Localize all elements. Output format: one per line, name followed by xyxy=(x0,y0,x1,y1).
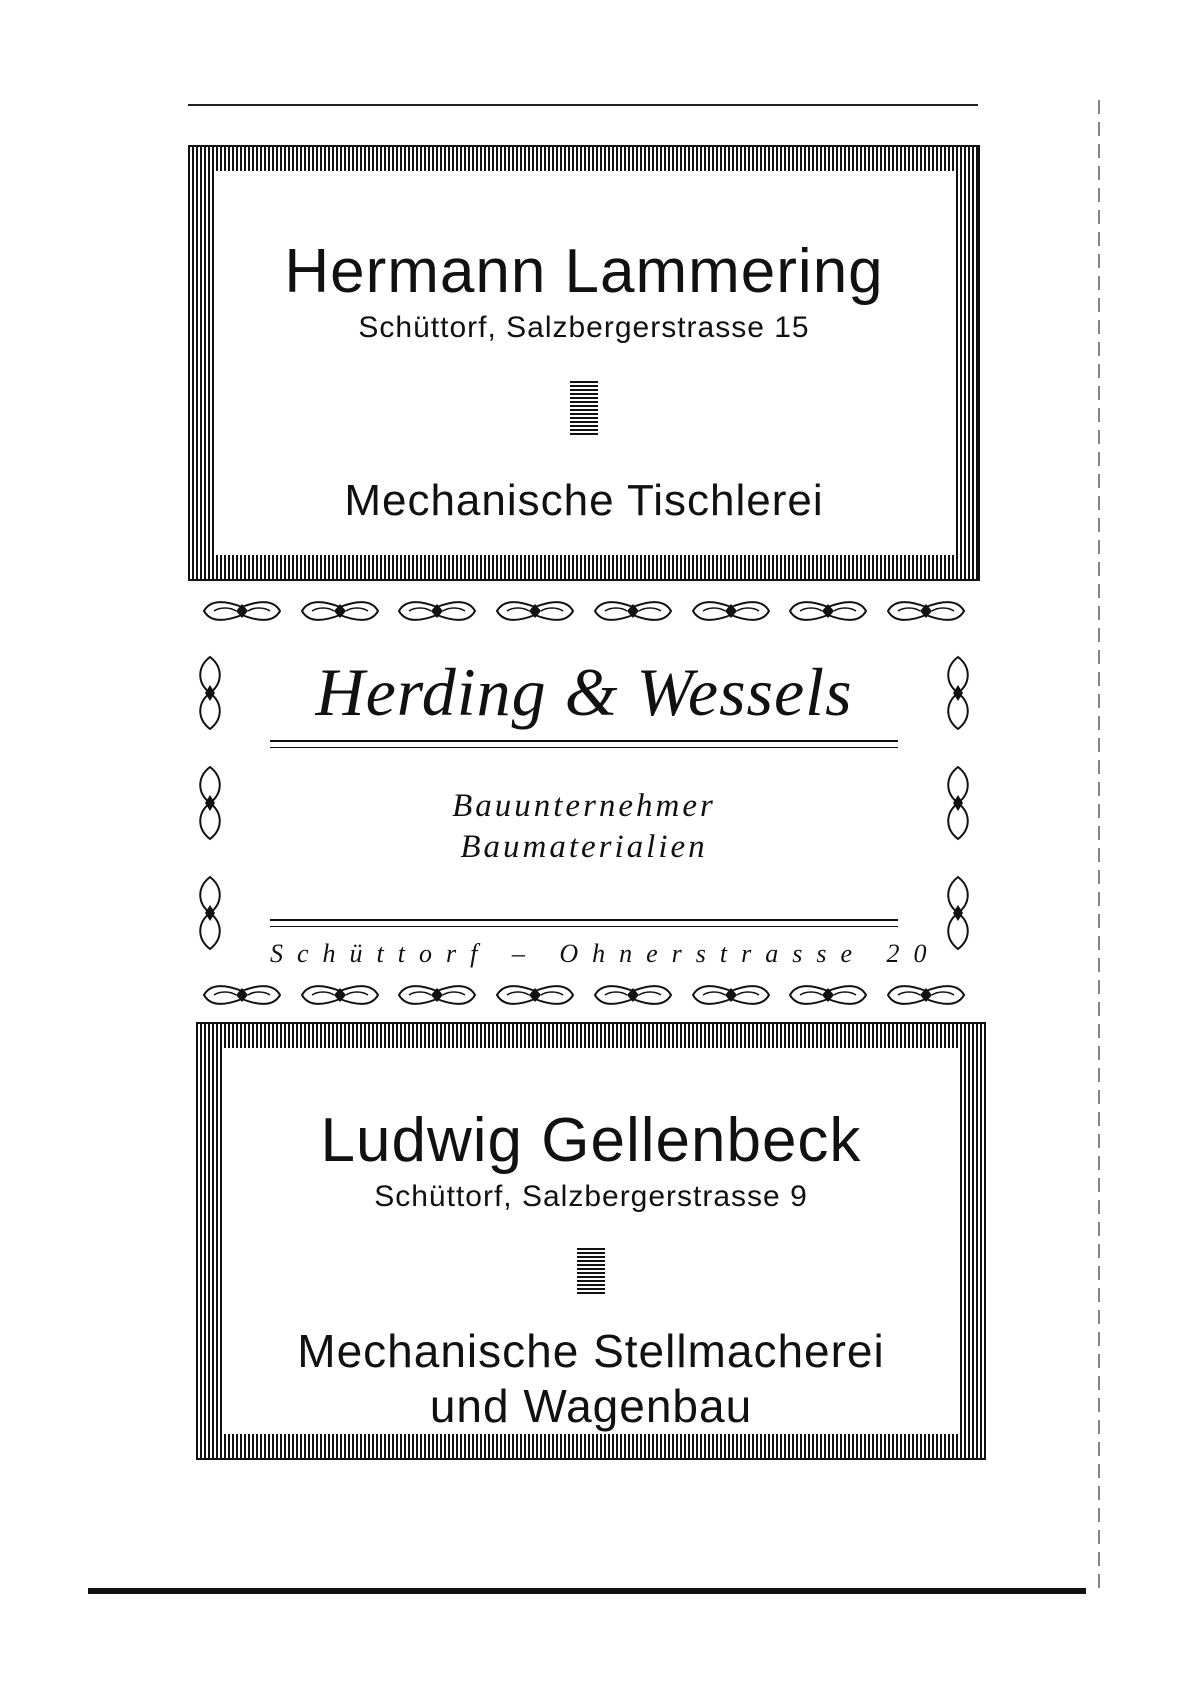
scroll-ornament xyxy=(298,598,382,624)
scroll-ornament xyxy=(193,653,227,733)
scroll-ornament xyxy=(395,982,479,1008)
business-line: Baumaterialien xyxy=(460,829,708,866)
business-name: Hermann Lammering xyxy=(284,237,884,306)
scroll-ornament xyxy=(689,598,773,624)
business-line: Bauunternehmer xyxy=(452,788,716,824)
page-edge xyxy=(1098,100,1100,1595)
ornamental-border-top xyxy=(200,598,968,624)
scroll-ornament xyxy=(493,982,577,1008)
advertisement-lammering xyxy=(188,145,980,581)
business-address: Schüttorf, Salzbergerstrasse 9 xyxy=(374,1180,808,1213)
scroll-ornament xyxy=(884,982,968,1008)
scroll-ornament xyxy=(941,763,975,843)
business-trade: und Wagenbau xyxy=(429,1379,753,1432)
bottom-rule xyxy=(88,1588,1086,1594)
advertisement-herding-wessels xyxy=(190,598,978,1008)
divider-ornament xyxy=(577,1248,605,1296)
scroll-ornament xyxy=(941,653,975,733)
business-address: Schüttorf, Salzbergerstrasse 15 xyxy=(358,311,810,344)
scroll-ornament xyxy=(193,873,227,953)
scroll-ornament xyxy=(493,598,577,624)
scroll-ornament xyxy=(941,873,975,953)
business-address: Schüttorf – Ohnerstrasse 20 xyxy=(270,938,941,968)
business-trade: Mechanische Tischlerei xyxy=(344,476,824,525)
ornamental-border-left xyxy=(190,638,230,968)
divider-ornament xyxy=(570,381,598,437)
business-name: Herding & Wessels xyxy=(315,654,853,730)
double-rule xyxy=(270,919,898,927)
scroll-ornament xyxy=(395,598,479,624)
scroll-ornament xyxy=(591,982,675,1008)
scroll-ornament xyxy=(298,982,382,1008)
scroll-ornament xyxy=(591,598,675,624)
scroll-ornament xyxy=(786,982,870,1008)
double-rule xyxy=(270,740,898,748)
ornamental-border-right xyxy=(938,638,978,968)
scroll-ornament xyxy=(884,598,968,624)
business-trade: Mechanische Stellmacherei xyxy=(297,1324,885,1377)
top-rule xyxy=(188,104,978,106)
ornamental-border-bottom xyxy=(200,982,968,1008)
scroll-ornament xyxy=(200,598,284,624)
scroll-ornament xyxy=(193,763,227,843)
business-name: Ludwig Gellenbeck xyxy=(320,1106,862,1175)
advertisement-gellenbeck xyxy=(196,1022,986,1460)
scroll-ornament xyxy=(689,982,773,1008)
scroll-ornament xyxy=(200,982,284,1008)
scroll-ornament xyxy=(786,598,870,624)
